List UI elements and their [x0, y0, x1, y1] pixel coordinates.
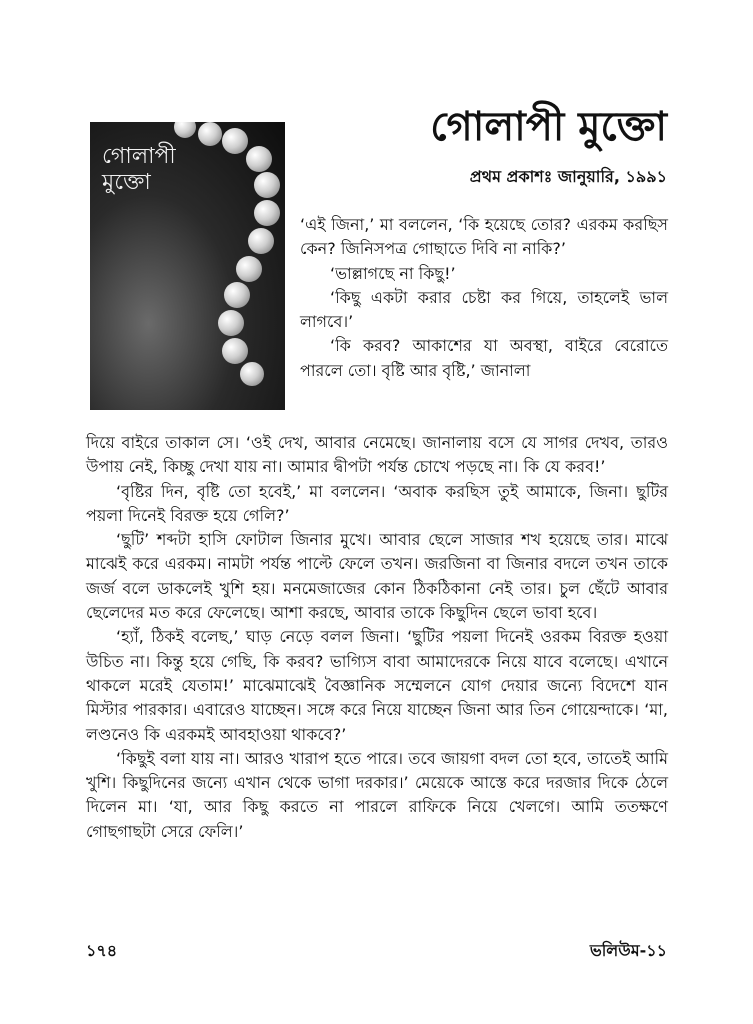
paragraph: ‘কিছুই বলা যায় না। আরও খারাপ হতে পারে। তবে জায়গা বদল তো হবে, তাতেই আমি খুশি। কিছুদিনের জন্যে এখান থেকে ভাগা দরকার।’ মেয়েকে আস্তে করে দরজার দিকে ঠেলে দিলেন মা। ‘যা, আর কিছু করতে না পারলে রাফিকে নিয়ে খেলগে। আমি ততক্ষণে গোছগাছটা সেরে ফেলি।’: [86, 748, 668, 841]
text-column-wide: [86, 431, 668, 844]
paragraph: ‘কি করব? আকাশের যা অবস্থা, বাইরে বেরোতে পারলে তো। বৃষ্টি আর বৃষ্টি,’ জানালা: [300, 336, 668, 380]
pearl-icon: [222, 338, 248, 364]
text-column-narrow: [300, 213, 668, 383]
story-title: গোলাপী মুক্তো: [430, 103, 667, 150]
paragraph: ‘কিছু একটা করার চেষ্টা কর গিয়ে, তাহলেই ভাল লাগবে।’: [300, 287, 668, 332]
pearl-icon: [222, 128, 248, 154]
pearl-icon: [254, 200, 280, 226]
paragraph: ‘হ্যাঁ, ঠিকই বলেছ,’ ঘাড় নেড়ে বলল জিনা। ‘ছুটির পয়লা দিনেই ওরকম বিরক্ত হওয়া উচিত না। কিন্তু হয়ে গেছি, কি করব? ভাগ্যিস বাবা আমাদেরকে নিয়ে যাবে বলেছে। এখানে থাকলে মরেই যেতাম!’ মাঝেমাঝেই বৈজ্ঞানিক সম্মেলনে যোগ দেয়ার জন্যে বিদেশে যান মিস্টার পারকার। এবারেও যাচ্ছেন। সঙ্গে করে নিয়ে যাচ্ছেন জিনা আর তিন গোয়েন্দাকে। ‘মা, লণ্ডনেও কি এরকমই আবহাওয়া থাকবে?’: [86, 627, 668, 744]
volume-label: ভলিউম-১১: [589, 941, 667, 960]
paragraph: ‘বৃষ্টির দিন, বৃষ্টি তো হবেই,’ মা বললেন। ‘অবাক করছিস তুই আমাকে, জিনা। ছুটির পয়লা দিনেই বিরক্ত হয়ে গেলি?’: [86, 481, 668, 525]
pearl-icon: [224, 282, 250, 308]
pearl-icon: [198, 122, 222, 146]
pearl-icon: [246, 146, 272, 172]
pearl-icon: [218, 310, 244, 336]
pearl-icon: [236, 256, 262, 282]
publication-date: প্রথম প্রকাশঃ জানুয়ারি, ১৯৯১: [469, 167, 667, 186]
pearl-icon: [240, 362, 264, 386]
paragraph: দিয়ে বাইরে তাকাল সে। ‘ওই দেখ, আবার নেমেছে। জানালায় বসে যে সাগর দেখব, তারও উপায় নেই, কিচ্ছু দেখা যায় না। আমার দ্বীপটা পর্যন্ত চোখে পড়ছে না। কি যে করব!’: [86, 433, 668, 477]
paragraph: ‘ছুটি’ শব্দটা হাসি ফোটাল জিনার মুখে। আবার ছেলে সাজার শখ হয়েছে তার। মাঝে মাঝেই করে এরকম। নামটা পর্যন্ত পাল্টে ফেলে তখন। জরজিনা বা জিনার বদলে তখন তাকে জর্জ বলে ডাকলেই খুশি হয়। মনমেজাজের কোন ঠিকঠিকানা নেই তার। চুল ছেঁটে আবার ছেলেদের মত করে ফেলেছে। আশা করছে, আবার তাকে কিছুদিন ছেলে ভাবা হবে।: [86, 530, 668, 623]
pearl-icon: [248, 228, 274, 254]
cover-title: গোলাপী মুক্তো: [102, 144, 176, 195]
page-number: ১৭৪: [86, 941, 118, 960]
book-cover-image: [90, 122, 285, 410]
pearl-icon: [254, 172, 280, 198]
paragraph: ‘ভাল্লাগছে না কিছু!’: [330, 263, 456, 283]
paragraph: ‘এই জিনা,’ মা বললেন, ‘কি হয়েছে তোর? এরকম করছিস কেন? জিনিসপত্র গোছাতে দিবি না নাকি?’: [300, 215, 668, 259]
